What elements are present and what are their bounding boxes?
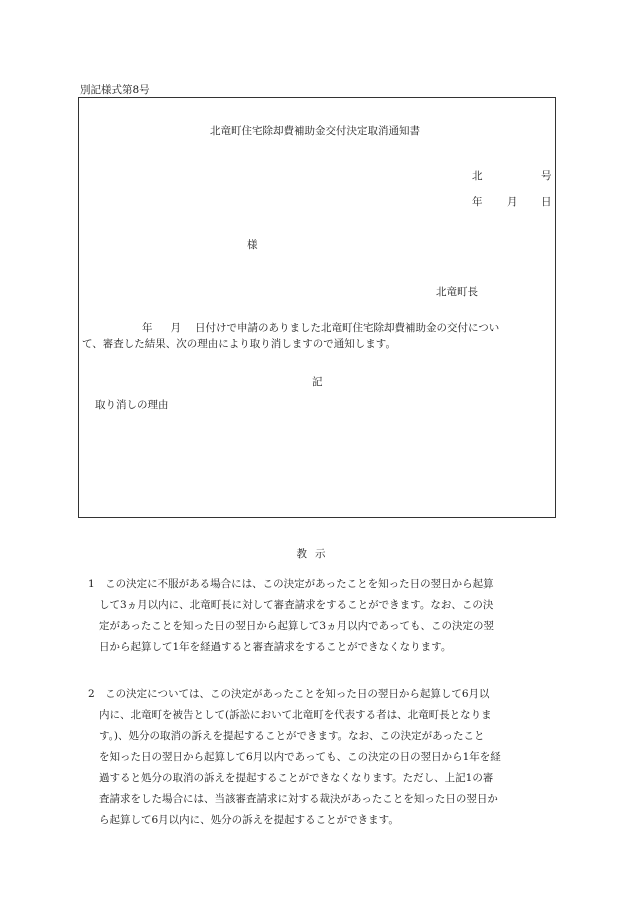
instruction-paragraph-1 xyxy=(88,574,558,658)
paragraph-line: 内に、北竜町を被告として(訴訟において北竜町を代表する者は、北竜町長となりま xyxy=(99,709,492,721)
notice-form-box xyxy=(78,97,556,518)
paragraph-line: 1 この決定に不服がある場合には、この決定があったことを知った日の翌日から起算 xyxy=(88,578,494,590)
date-year-label: 年 xyxy=(472,196,483,208)
paragraph-line: 過すると処分の取消の訴えを提起することができなくなります。ただし、上記1の審 xyxy=(99,772,494,784)
body-year-label: 年 xyxy=(142,322,153,334)
instruction-heading: 教示 xyxy=(296,548,334,560)
paragraph-line: す。)、処分の取消の訴えを提起することができます。なお、この決定があったこと xyxy=(99,730,485,742)
document-number-suffix: 号 xyxy=(541,170,552,182)
body-text-line-2: て、審査した結果、次の理由により取り消しますので通知します。 xyxy=(82,338,396,350)
issuer-name: 北竜町長 xyxy=(436,286,478,298)
date-month-label: 月 xyxy=(507,196,518,208)
paragraph-line: 日から起算して1年を経過すると審査請求をすることができなくなります。 xyxy=(99,641,452,653)
reason-label: 取り消しの理由 xyxy=(95,399,169,411)
body-month-label: 月 xyxy=(170,322,181,334)
document-title: 北竜町住宅除却費補助金交付決定取消通知書 xyxy=(210,125,420,137)
addressee-honorific: 様 xyxy=(247,239,258,251)
paragraph-line: して3ヵ月以内に、北竜町長に対して審査請求をすることができます。なお、この決 xyxy=(99,599,494,611)
instruction-paragraph-2 xyxy=(88,684,558,831)
paragraph-line: 2 この決定については、この決定があったことを知った日の翌日から起算して6月以 xyxy=(88,688,490,700)
paragraph-line: 査請求をした場合には、当該審査請求に対する裁決があったことを知った日の翌日か xyxy=(99,793,498,805)
form-number-label: 別記様式第8号 xyxy=(80,84,150,96)
date-day-label: 日 xyxy=(541,196,552,208)
paragraph-line: を知った日の翌日から起算して6月以内であっても、この決定の日の翌日から1年を経 xyxy=(99,751,501,763)
ki-heading: 記 xyxy=(312,376,323,388)
body-line1-text: 日付けで申請のありました北竜町住宅除却費補助金の交付につい xyxy=(195,322,500,334)
body-text-line-1 xyxy=(82,320,499,335)
document-number-prefix: 北 xyxy=(472,170,483,182)
paragraph-line: 定があったことを知った日の翌日から起算して3ヵ月以内であっても、この決定の翌 xyxy=(99,620,494,632)
paragraph-line: ら起算して6月以内に、処分の訴えを提起することができます。 xyxy=(99,814,399,826)
